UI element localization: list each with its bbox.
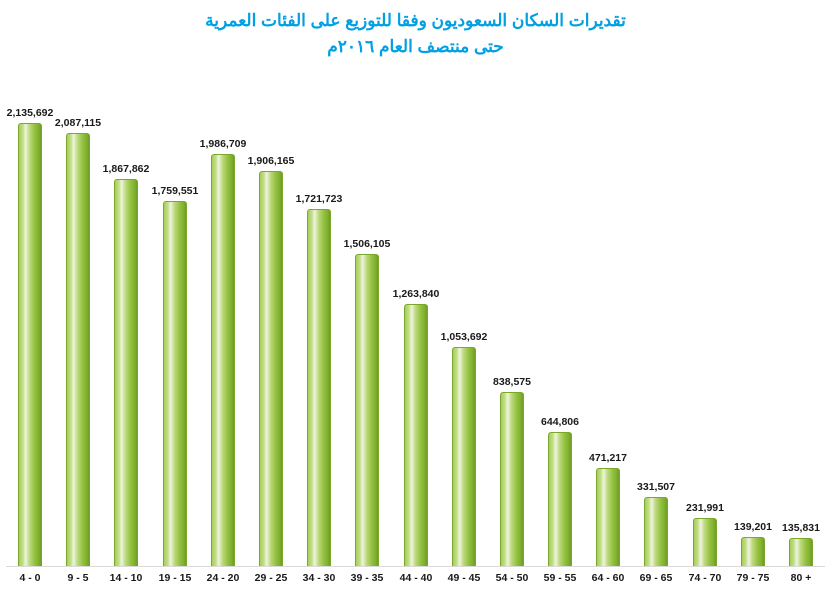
x-axis-tick: 29 - 25 [254, 572, 288, 584]
bar-slot [102, 61, 150, 566]
bar-value-label: 1,867,862 [102, 163, 150, 175]
bar-slot [588, 61, 628, 566]
bar-value-label: 331,507 [637, 481, 675, 493]
bar[interactable] [596, 468, 620, 566]
bar-slot [492, 61, 532, 566]
bar-value-label: 644,806 [541, 416, 579, 428]
bar-slot [247, 61, 295, 566]
bar-slot [636, 61, 676, 566]
chart-title [0, 8, 831, 60]
bar-value-label: 1,506,105 [343, 238, 391, 250]
bar-slot [343, 61, 391, 566]
x-axis-tick: 19 - 15 [158, 572, 192, 584]
bar-value-label: 1,906,165 [247, 155, 295, 167]
bar-slot [6, 61, 54, 566]
bar-value-label: 139,201 [734, 521, 772, 533]
x-axis-tick: 59 - 55 [543, 572, 577, 584]
plot-area [6, 62, 825, 567]
bar[interactable] [500, 392, 524, 566]
bar[interactable] [355, 254, 379, 566]
bar-value-label: 1,263,840 [392, 288, 440, 300]
bar[interactable] [404, 304, 428, 566]
bar-value-label: 1,759,551 [151, 185, 199, 197]
bar[interactable] [548, 432, 572, 566]
bar-slot [151, 61, 199, 566]
x-axis-tick: 79 - 75 [736, 572, 770, 584]
chart-title-line-2: حتى منتصف العام ٢٠١٦م [327, 37, 504, 56]
x-axis-tick: 14 - 10 [109, 572, 143, 584]
chart-title-line-1: تقديرات السكان السعوديون وفقا للتوزيع على الفئات العمرية [205, 11, 626, 30]
bar[interactable] [211, 154, 235, 566]
bar-slot [685, 61, 725, 566]
x-axis-tick: 4 - 0 [19, 572, 41, 584]
bar-slot [295, 61, 343, 566]
bar-slot [392, 61, 440, 566]
x-axis-tick: 69 - 65 [639, 572, 673, 584]
bar[interactable] [452, 347, 476, 566]
x-axis-tick: 74 - 70 [688, 572, 722, 584]
bar-slot [199, 61, 247, 566]
x-axis-tick: 34 - 30 [302, 572, 336, 584]
bar[interactable] [18, 123, 42, 566]
x-axis-tick: 80 + [790, 572, 812, 584]
bar-value-label: 2,087,115 [54, 117, 102, 129]
bar-value-label: 1,721,723 [295, 193, 343, 205]
x-axis-tick: 49 - 45 [447, 572, 481, 584]
x-axis-tick: 9 - 5 [67, 572, 89, 584]
bar-slot [540, 61, 580, 566]
x-axis-labels [6, 572, 825, 594]
bar-value-label: 471,217 [589, 452, 627, 464]
bar[interactable] [259, 171, 283, 566]
x-axis-tick: 24 - 20 [206, 572, 240, 584]
bar[interactable] [789, 538, 813, 566]
bar-slot [733, 61, 773, 566]
x-axis-tick: 44 - 40 [399, 572, 433, 584]
bar[interactable] [741, 537, 765, 566]
bar-value-label: 2,135,692 [6, 107, 54, 119]
bar-value-label: 231,991 [686, 502, 724, 514]
bar-value-label: 135,831 [782, 522, 820, 534]
x-axis-tick: 39 - 35 [350, 572, 384, 584]
x-axis-line [6, 566, 825, 567]
bar-value-label: 1,986,709 [199, 138, 247, 150]
bar[interactable] [644, 497, 668, 566]
x-axis-tick: 54 - 50 [495, 572, 529, 584]
bar-value-label: 838,575 [493, 376, 531, 388]
bar-value-label: 1,053,692 [440, 331, 488, 343]
bar[interactable] [66, 133, 90, 566]
bar-slot [54, 61, 102, 566]
bar[interactable] [114, 179, 138, 566]
bar[interactable] [307, 209, 331, 566]
x-axis-tick: 64 - 60 [591, 572, 625, 584]
bar-slot [781, 61, 821, 566]
bar[interactable] [693, 518, 717, 566]
bar-slot [440, 61, 488, 566]
bar[interactable] [163, 201, 187, 566]
